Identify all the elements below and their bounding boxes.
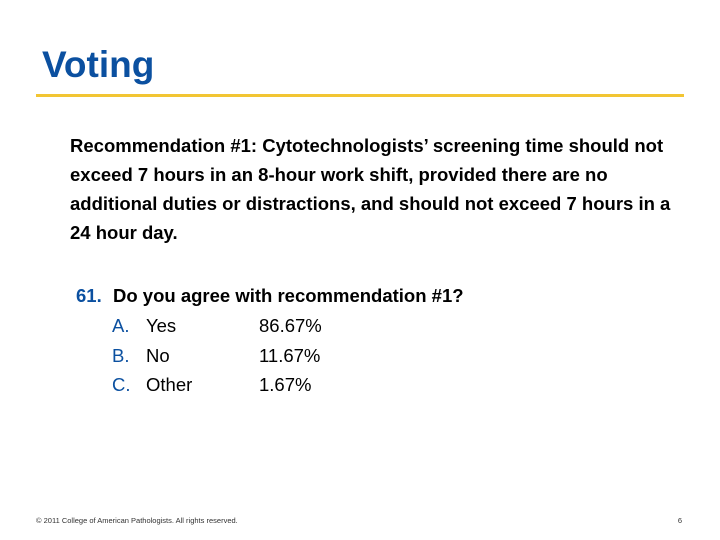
answer-label: Yes [146, 315, 177, 336]
footer-copyright: © 2011 College of American Pathologists. All rights reserved. [36, 516, 238, 525]
answer-label: No [146, 344, 170, 366]
question-text: Do you agree with recommendation #1? [113, 285, 464, 306]
title-divider [36, 94, 684, 97]
page-number: 6 [677, 516, 682, 525]
answer-letter: A. [112, 315, 130, 336]
answer-percent: 1.67% [259, 374, 312, 395]
answer-letter: C. [112, 374, 131, 395]
answer-option [112, 341, 432, 371]
answer-percent: 11.67% [259, 344, 321, 366]
answer-label: Other [146, 374, 193, 395]
question-number: 61. [76, 285, 102, 306]
slide-title: Voting [42, 44, 155, 85]
answer-option [112, 311, 432, 341]
recommendation-text: Recommendation #1: Cytotechnologists’ screening time should not exceed 7 hours in an 8-hour work shift, provided there are no additional duties or distractions, and should not exceed 7 hours in a 24 hour day. [70, 135, 671, 243]
answer-percent: 86.67% [259, 315, 322, 336]
answer-list [112, 311, 432, 400]
answer-option [112, 370, 432, 400]
answer-letter: B. [112, 344, 130, 366]
poll-question [76, 281, 676, 310]
